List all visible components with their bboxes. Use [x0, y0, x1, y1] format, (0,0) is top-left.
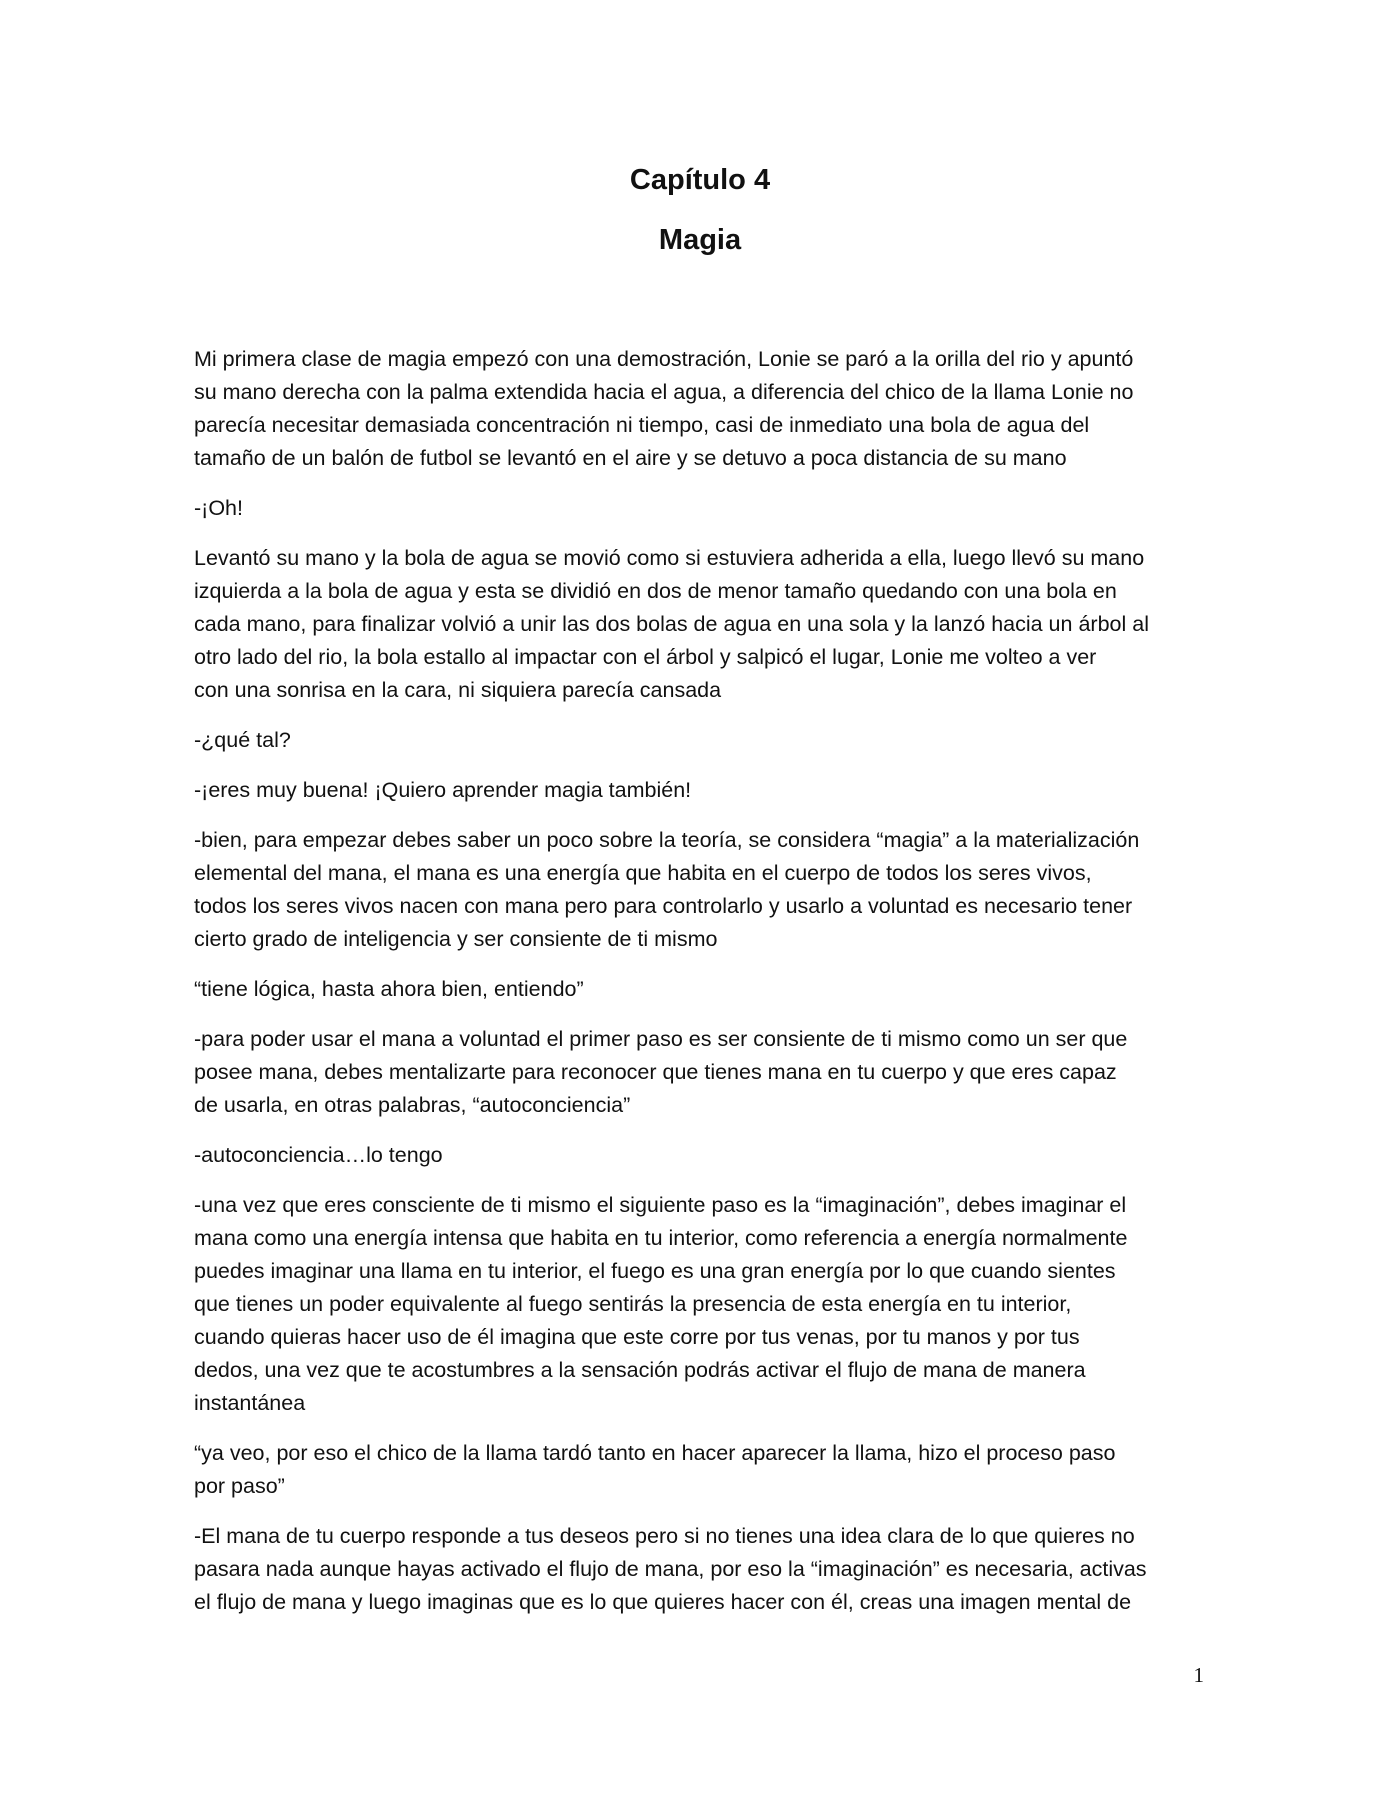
chapter-title: Magia	[658, 224, 742, 256]
text-line: -¿qué tal?	[194, 728, 291, 752]
text-line: con una sonrisa en la cara, ni siquiera parecía cansada	[194, 678, 722, 702]
text-line: cierto grado de inteligencia y ser consiente de ti mismo	[194, 927, 718, 951]
text-line: que tienes un poder equivalente al fuego sentirás la presencia de esta energía en tu interior,	[194, 1292, 1072, 1316]
paragraph	[194, 1189, 1204, 1420]
paragraph	[194, 774, 1204, 807]
text-line: Levantó su mano y la bola de agua se movió como si estuviera adherida a ella, luego llevó su mano	[194, 546, 1145, 570]
text-line: mana como una energía intensa que habita en tu interior, como referencia a energía normalmente	[194, 1226, 1128, 1250]
text-line: Mi primera clase de magia empezó con una demostración, Lonie se paró a la orilla del rio y apuntó	[194, 347, 1134, 371]
paragraph	[194, 492, 1204, 525]
text-line: el flujo de mana y luego imaginas que es lo que quieres hacer con él, creas una imagen mental de	[194, 1590, 1132, 1614]
text-line: -autoconciencia…lo tengo	[194, 1143, 443, 1167]
text-line: “tiene lógica, hasta ahora bien, entiendo”	[194, 977, 584, 1001]
text-line: -para poder usar el mana a voluntad el primer paso es ser consiente de ti mismo como un ser que	[194, 1027, 1128, 1051]
chapter-heading: Capítulo 4	[629, 164, 771, 196]
text-line: -¡Oh!	[194, 496, 243, 520]
text-line: puedes imaginar una llama en tu interior, el fuego es una gran energía por lo que cuando sientes	[194, 1259, 1116, 1283]
paragraph	[194, 1437, 1204, 1503]
text-line: otro lado del rio, la bola estallo al impactar con el árbol y salpicó el lugar, Lonie me volteo a ver	[194, 645, 1097, 669]
text-line: de usarla, en otras palabras, “autoconciencia”	[194, 1093, 631, 1117]
text-line: -¡eres muy buena! ¡Quiero aprender magia también!	[194, 778, 692, 802]
text-line: izquierda a la bola de agua y esta se dividió en dos de menor tamaño quedando con una bola en	[194, 579, 1117, 603]
text-line: parecía necesitar demasiada concentración ni tiempo, casi de inmediato una bola de agua del	[194, 413, 1090, 437]
body-text	[194, 343, 1204, 1636]
paragraph	[194, 1139, 1204, 1172]
text-line: tamaño de un balón de futbol se levantó en el aire y se detuvo a poca distancia de su mano	[194, 446, 1067, 470]
text-line: instantánea	[194, 1391, 306, 1415]
paragraph	[194, 724, 1204, 757]
text-line: -bien, para empezar debes saber un poco sobre la teoría, se considera “magia” a la materialización	[194, 828, 1140, 852]
paragraph	[194, 973, 1204, 1006]
text-line: posee mana, debes mentalizarte para reconocer que tienes mana en tu cuerpo y que eres capaz	[194, 1060, 1117, 1084]
text-line: -El mana de tu cuerpo responde a tus deseos pero si no tienes una idea clara de lo que quieres no	[194, 1524, 1135, 1548]
text-line: su mano derecha con la palma extendida hacia el agua, a diferencia del chico de la llama Lonie no	[194, 380, 1134, 404]
text-line: cuando quieras hacer uso de él imagina que este corre por tus venas, por tu manos y por tus	[194, 1325, 1080, 1349]
text-line: cada mano, para finalizar volvió a unir las dos bolas de agua en una sola y la lanzó hacia un árbol al	[194, 612, 1149, 636]
text-line: dedos, una vez que te acostumbres a la sensación podrás activar el flujo de mana de manera	[194, 1358, 1086, 1382]
text-line: todos los seres vivos nacen con mana pero para controlarlo y usarlo a voluntad es necesario tener	[194, 894, 1133, 918]
paragraph	[194, 1520, 1204, 1619]
paragraph	[194, 542, 1204, 707]
paragraph	[194, 824, 1204, 956]
page-number: 1	[1193, 1663, 1204, 1687]
text-line: elemental del mana, el mana es una energía que habita en el cuerpo de todos los seres vivos,	[194, 861, 1092, 885]
text-line: por paso”	[194, 1474, 285, 1498]
text-line: -una vez que eres consciente de ti mismo el siguiente paso es la “imaginación”, debes imaginar el	[194, 1193, 1127, 1217]
paragraph	[194, 1023, 1204, 1122]
text-line: pasara nada aunque hayas activado el flujo de mana, por eso la “imaginación” es necesaria, activas	[194, 1557, 1147, 1581]
paragraph	[194, 343, 1204, 475]
text-line: “ya veo, por eso el chico de la llama tardó tanto en hacer aparecer la llama, hizo el proceso paso	[194, 1441, 1116, 1465]
